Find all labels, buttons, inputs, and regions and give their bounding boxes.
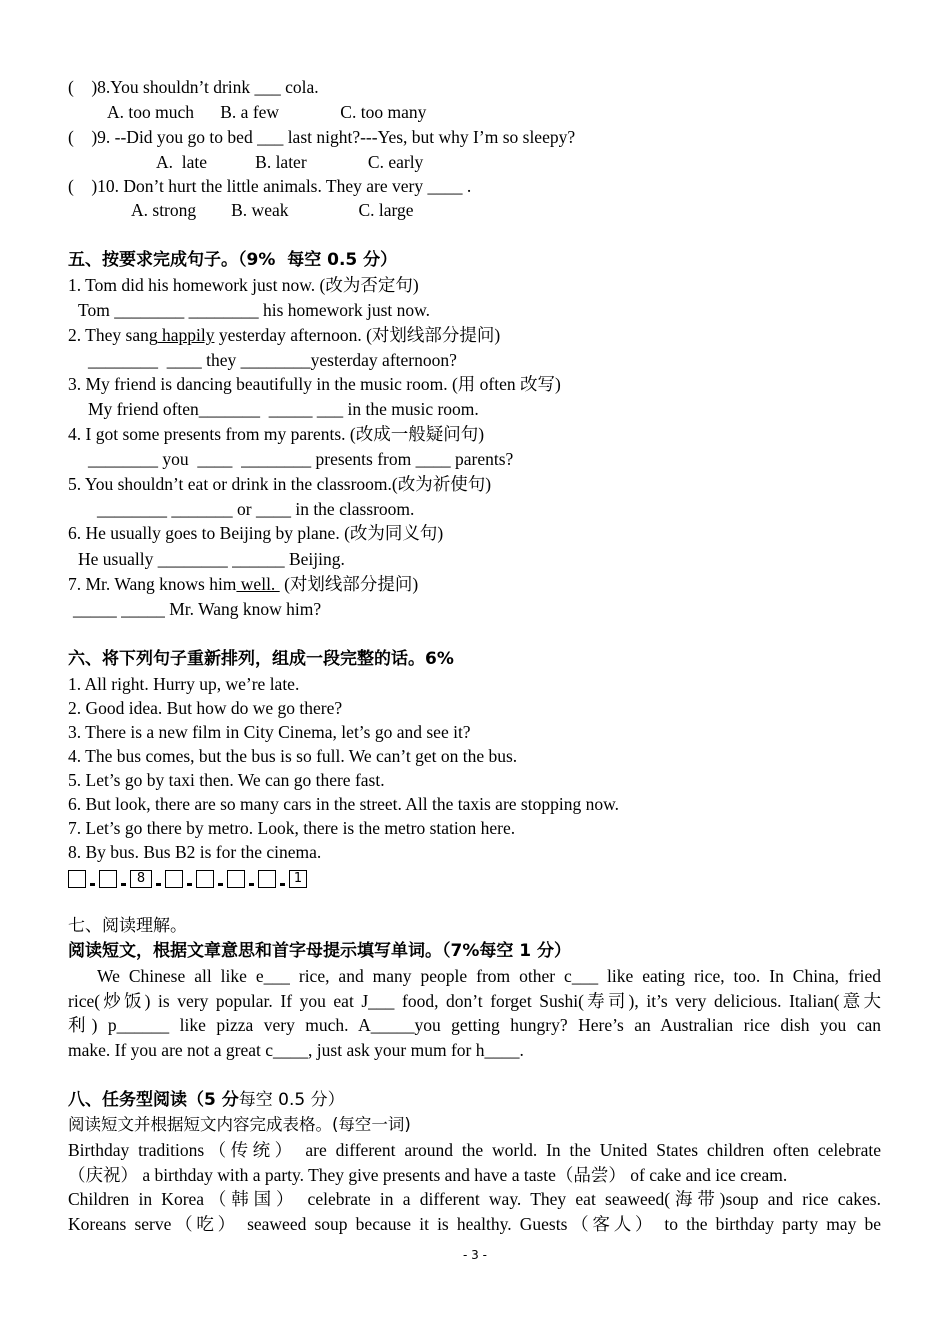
- sec6-sentence-4: 4. The bus comes, but the bus is so full. We can’t get on the bus.: [68, 746, 518, 766]
- sec5-answer-1: Tom ________ ________ his homework just now.: [78, 300, 431, 320]
- sec5-answer-2: ________ ____ they ________yesterday afternoon?: [88, 350, 457, 370]
- answer-box-8[interactable]: 1: [289, 870, 307, 888]
- sec5-question-7: [68, 573, 418, 595]
- sec6-sentence-2: 2. Good idea. But how do we go there?: [68, 698, 343, 718]
- q-text: 7. Mr. Wang knows him: [68, 574, 237, 594]
- q-text: (对划线部分提问): [279, 574, 419, 594]
- sec5-question-2: [68, 324, 500, 346]
- passage-line: Birthday traditions（传统） are different around the world. In the United States children often celebrate: [68, 1140, 881, 1160]
- separator: [156, 883, 161, 886]
- passage-line: （庆祝） a birthday with a party. They give presents and have a taste（品尝） of cake and ice cream.: [68, 1164, 788, 1185]
- sec5-answer-7: _____ _____ Mr. Wang know him?: [73, 599, 322, 619]
- separator: [121, 883, 126, 886]
- q-text: 2. They sang: [68, 325, 158, 345]
- page-number: - 3 -: [463, 1248, 487, 1262]
- sec5-question-3: 3. My friend is dancing beautifully in the music room. (用 often 改写): [68, 374, 561, 394]
- passage-line: Children in Korea（韩国） celebrate in a different way. They eat seaweed(海带)soup and rice cakes.: [68, 1189, 881, 1210]
- passage-line: We Chinese all like e___ rice, and many people from other c___ like eating rice, too. In China, fried: [97, 966, 881, 986]
- sec5-answer-4: ________ you ____ ________ presents from ____ parents?: [88, 449, 514, 469]
- section-7-heading: 七、阅读理解。: [68, 916, 187, 936]
- section-6-heading: 六、将下列句子重新排列，组成一段完整的话。6%: [68, 649, 454, 669]
- sec6-sentence-5: 5. Let’s go by taxi then. We can go there fast.: [68, 770, 385, 790]
- mc-options-9: A. late B. later C. early: [156, 152, 424, 172]
- order-answer-boxes: [68, 866, 307, 888]
- answer-box-3[interactable]: 8: [130, 870, 152, 888]
- mc-question-8: ( )8.You shouldn’t drink ___ cola.: [68, 77, 319, 97]
- sec5-question-1: 1. Tom did his homework just now. (改为否定句): [68, 275, 419, 295]
- separator: [218, 883, 223, 886]
- answer-box-1[interactable]: [68, 870, 86, 888]
- mc-question-10: ( )10. Don’t hurt the little animals. They are very ____ .: [68, 176, 472, 196]
- heading-bold: 八、任务型阅读（5 分: [68, 1090, 239, 1110]
- section-7-subheading: 阅读短文，根据文章意思和首字母提示填写单词。（7%每空 1 分）: [68, 941, 572, 961]
- answer-box-5[interactable]: [196, 870, 214, 888]
- sec5-question-4: 4. I got some presents from my parents. (改成一般疑问句): [68, 424, 485, 444]
- sec6-sentence-3: 3. There is a new film in City Cinema, let’s go and see it?: [68, 722, 471, 742]
- mc-options-10: A. strong B. weak C. large: [131, 200, 414, 220]
- answer-box-7[interactable]: [258, 870, 276, 888]
- mc-options-8: A. too much B. a few C. too many: [107, 102, 427, 122]
- mc-question-9: ( )9. --Did you go to bed ___ last night?---Yes, but why I’m so sleepy?: [68, 127, 576, 147]
- section-5-heading: 五、按要求完成句子。（9% 每空 0.5 分）: [68, 250, 398, 270]
- underlined-word: well.: [236, 574, 280, 594]
- underlined-word: happily: [157, 325, 215, 345]
- answer-box-2[interactable]: [99, 870, 117, 888]
- sec5-question-5: 5. You shouldn’t eat or drink in the classroom.(改为祈使句): [68, 474, 492, 494]
- passage-line: rice(炒饭) is very popular. If you eat J___ food, don’t forget Sushi(寿司), it’s very delicious. Italian(意大: [68, 990, 881, 1011]
- sec5-answer-5: ________ _______ or ____ in the classroom.: [97, 499, 415, 519]
- section-8-instruction: 阅读短文并根据短文内容完成表格。(每空一词): [68, 1115, 411, 1134]
- answer-box-6[interactable]: [227, 870, 245, 888]
- sec5-answer-3: My friend often_______ _____ ___ in the music room.: [88, 399, 479, 419]
- answer-box-4[interactable]: [165, 870, 183, 888]
- separator: [90, 883, 95, 886]
- passage-line: 利) p______ like pizza very much. A_____you getting hungry? Here’s an Australian rice dish you can: [68, 1015, 881, 1036]
- sec6-sentence-8: 8. By bus. Bus B2 is for the cinema.: [68, 842, 322, 862]
- sec5-question-6: 6. He usually goes to Beijing by plane. (改为同义句): [68, 523, 444, 543]
- q-text: yesterday afternoon. (对划线部分提问): [214, 325, 501, 345]
- separator: [187, 883, 192, 886]
- heading-rest: 每空 0.5 分）: [238, 1090, 345, 1110]
- passage-line: Koreans serve（吃） seaweed soup because it is healthy. Guests（客人） to the birthday party may be: [68, 1214, 881, 1235]
- sec7-passage: [68, 964, 881, 1063]
- sec6-sentence-7: 7. Let’s go there by metro. Look, there is the metro station here.: [68, 818, 516, 838]
- section-8-heading: [68, 1089, 345, 1111]
- sec6-sentence-1: 1. All right. Hurry up, we’re late.: [68, 674, 300, 694]
- sec6-sentence-6: 6. But look, there are so many cars in the street. All the taxis are stopping now.: [68, 794, 619, 814]
- sec8-passage: [68, 1138, 881, 1237]
- passage-line: make. If you are not a great c____, just ask your mum for h____.: [68, 1040, 524, 1061]
- sec5-answer-6: He usually ________ ______ Beijing.: [78, 549, 345, 569]
- separator: [280, 883, 285, 886]
- separator: [249, 883, 254, 886]
